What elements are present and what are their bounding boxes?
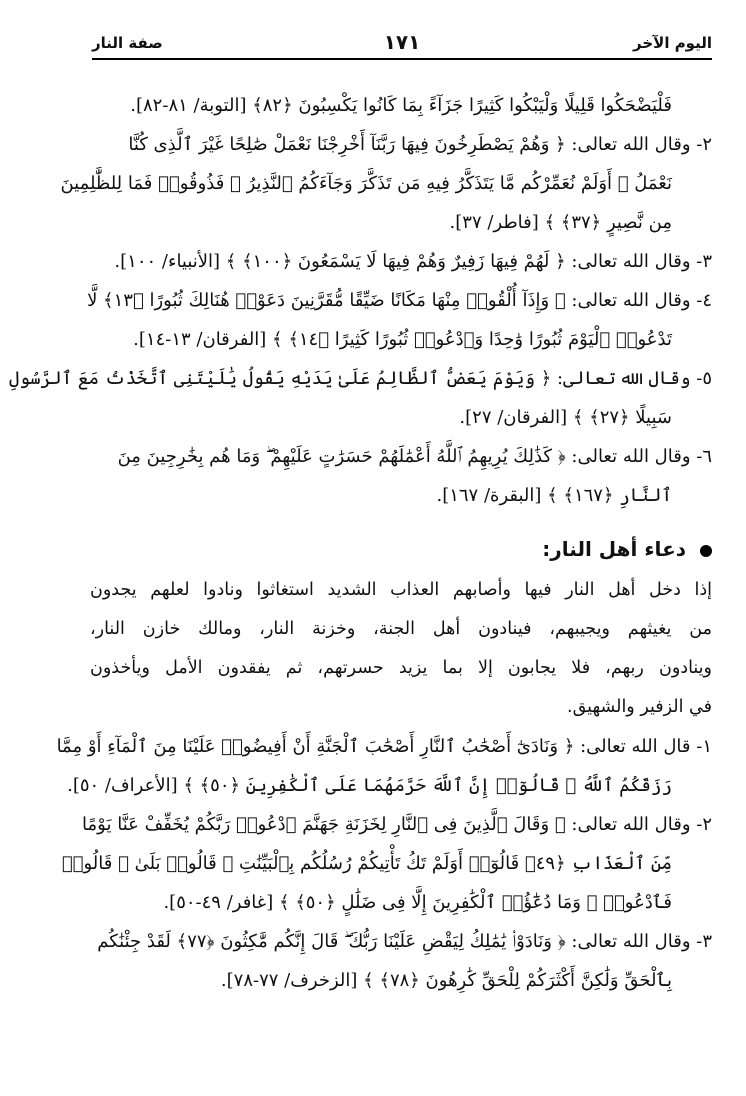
verse-line: ١- قال الله تعالى: ﴿ وَنَادَىٰٓ أَصْحَٰبُ ٱلنَّارِ أَصْحَٰبَ ٱلْجَنَّةِ أَنْ أَفِيضُوا۟ عَلَيْنَا مِنَ ٱلْمَآءِ أَوْ مِمَّا (56, 736, 712, 757)
paragraph-line: وينادون ربهم، فلا يجابون إلا بما يزيد حسرتهم، ثم يفقدون الأمل ويأخذون (90, 658, 712, 678)
paragraph-line: من يغيثهم ويجيبهم، فينادون أهل الجنة، وخزنة النار، ومالك خازن النار، (90, 619, 712, 639)
bullet-icon (700, 545, 712, 557)
verse-line: ٱلنَّارِ ﴿١٦٧﴾ ﴾ [البقرة/ ١٦٧]. (436, 485, 672, 506)
verse-line: رَزَقَكُمُ ٱللَّهُ ۚ قَالُوٓا۟ إِنَّ ٱللَّهَ حَرَّمَهُمَا عَلَى ٱلْكَٰفِرِينَ ﴿٥٠﴾ ﴾ [الأعراف/ ٥٠]. (67, 775, 672, 796)
paragraph-line: إذا دخل أهل النار فيها وأصابهم العذاب الشديد استغاثوا ونادوا لعلهم يجدون (90, 580, 712, 600)
intro-paragraph (90, 571, 712, 727)
verse-line: فَلْيَضْحَكُوا قَلِيلًا وَلْيَبْكُوا كَثِيرًا جَزَآءً بِمَا كَانُوا يَكْسِبُونَ ﴿٨٢﴾ [التوبة/ ٨١-٨٢]. (130, 95, 672, 116)
verse-line: ٤- وقال الله تعالى: ﴿ وَإِذَآ أُلْقُوا۟ مِنْهَا مَكَانًا ضَيِّقًا مُّقَرَّنِينَ دَعَوْا۟ هُنَالِكَ ثُبُورًا ﴿١٣﴾ لَّا (87, 290, 712, 311)
verse-line: فَٱدْعُوا۟ ۗ وَمَا دُعَٰٓؤُا۟ ٱلْكَٰفِرِينَ إِلَّا فِى ضَلَٰلٍ ﴿٥٠﴾ ﴾ [غافر/ ٤٩-٥٠]. (163, 892, 672, 913)
verse-line: تَدْعُوا۟ ٱلْيَوْمَ ثُبُورًا وَٰحِدًا وَٱدْعُوا۟ ثُبُورًا كَثِيرًا ﴿١٤﴾ ﴾ [الفرقان/ ١٣-١٤]. (133, 329, 672, 350)
verse-line: نَعْمَلُ ۚ أَوَلَمْ نُعَمِّرْكُم مَّا يَتَذَكَّرُ فِيهِ مَن تَذَكَّرَ وَجَآءَكُمُ ٱلنَّذِيرُ ۖ فَذُوقُوا۟ فَمَا لِلظَّٰلِمِينَ (60, 173, 672, 194)
verse-line: ٥- وقال الله تعالى: ﴿ وَيَوْمَ يَعَضُّ ٱلظَّالِمُ عَلَىٰ يَدَيْهِ يَقُولُ يَٰلَيْتَنِى ٱتَّخَذْتُ مَعَ ٱلرَّسُولِ (8, 368, 712, 389)
verse-line: ٦- وقال الله تعالى: ﴿ كَذَٰلِكَ يُرِيهِمُ ٱللَّهُ أَعْمَٰلَهُمْ حَسَرَٰتٍ عَلَيْهِمْ ۖ وَمَا هُم بِخَٰرِجِينَ مِنَ (117, 446, 712, 467)
verse-line: ٣- وقال الله تعالى: ﴿ لَهُمْ فِيهَا زَفِيرٌ وَهُمْ فِيهَا لَا يَسْمَعُونَ ﴿١٠٠﴾ ﴾ [الأنبياء/ ١٠٠]. (114, 251, 712, 272)
section-running-title: صفة النار (92, 34, 163, 52)
verse-line: مِّنَ ٱلْعَذَابِ ﴿٤٩﴾ قَالُوٓا۟ أَوَلَمْ تَكُ تَأْتِيكُمْ رُسُلُكُم بِٱلْبَيِّنَٰتِ ۖ قَالُوا۟ بَلَىٰ ۚ قَالُوا۟ (61, 853, 672, 874)
page-header (92, 30, 712, 60)
verse-line: ٢- وقال الله تعالى: ﴿ وَهُمْ يَصْطَرِخُونَ فِيهَا رَبَّنَآ أَخْرِجْنَا نَعْمَلْ صَٰلِحًا غَيْرَ ٱلَّذِى كُنَّا (128, 134, 712, 155)
chapter-title: اليوم الآخر (633, 34, 712, 52)
verse-line: ٣- وقال الله تعالى: ﴿ وَنَادَوْا۟ يَٰمَٰلِكُ لِيَقْضِ عَلَيْنَا رَبُّكَ ۖ قَالَ إِنَّكُم مَّٰكِثُونَ ﴿٧٧﴾ لَقَدْ جِئْنَٰكُم (97, 931, 712, 952)
section-heading-text: دعاء أهل النار: (542, 537, 686, 561)
verse-line: مِن نَّصِيرٍ ﴿٣٧﴾ ﴾ [فاطر/ ٣٧]. (449, 212, 672, 233)
paragraph-line: في الزفير والشهيق. (567, 697, 712, 717)
verse-line: سَبِيلًا ﴿٢٧﴾ ﴾ [الفرقان/ ٢٧]. (459, 407, 672, 428)
verse-line: بِٱلْحَقِّ وَلَٰكِنَّ أَكْثَرَكُمْ لِلْحَقِّ كَٰرِهُونَ ﴿٧٨﴾ ﴾ [الزخرف/ ٧٧-٧٨]. (220, 970, 672, 991)
verse-line: ٢- وقال الله تعالى: ﴿ وَقَالَ ٱلَّذِينَ فِى ٱلنَّارِ لِخَزَنَةِ جَهَنَّمَ ٱدْعُوا۟ رَبَّكُمْ يُخَفِّفْ عَنَّا يَوْمًا (82, 814, 712, 835)
section-heading (90, 527, 712, 571)
header-rule (92, 58, 712, 60)
page-body (8, 86, 712, 1000)
page-number: ١٧١ (383, 30, 421, 54)
